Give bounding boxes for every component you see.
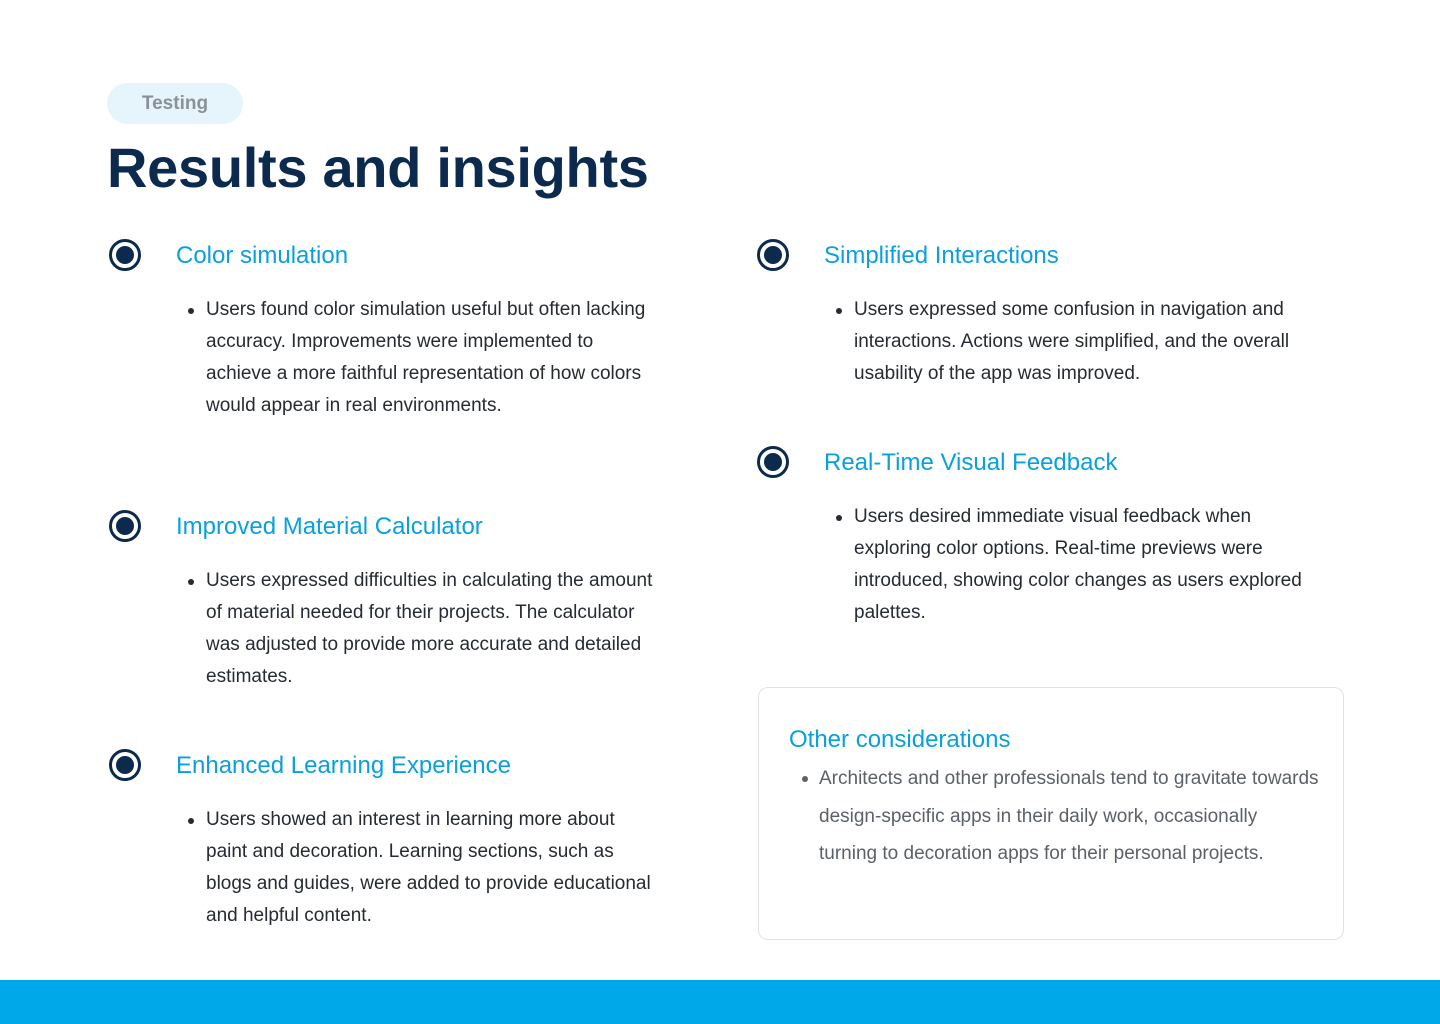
other-considerations-title: Other considerations <box>789 726 1011 753</box>
radio-bullet-icon <box>757 239 789 271</box>
insight-list <box>206 804 661 932</box>
insight-title: Simplified Interactions <box>824 242 1059 269</box>
radio-bullet-icon <box>109 510 141 542</box>
radio-bullet-icon <box>109 239 141 271</box>
insight-text: Users found color simulation useful but often lacking accuracy. Improvements were implemented to achieve a more faithful representation of how colors would appear in real environments. <box>206 294 661 422</box>
other-considerations-card <box>758 687 1344 940</box>
insight-list <box>206 294 661 422</box>
insight-title: Color simulation <box>176 242 349 269</box>
insight-list <box>854 294 1309 390</box>
radio-bullet-icon <box>757 446 789 478</box>
other-considerations-text: Architects and other professionals tend to gravitate towards design-specific apps in their daily work, occasionally turning to decoration apps for their personal projects. <box>819 760 1319 873</box>
page-title: Results and insights <box>107 136 649 199</box>
radio-bullet-icon <box>109 749 141 781</box>
section-tag: Testing <box>107 83 243 124</box>
insight-title: Real-Time Visual Feedback <box>824 449 1118 476</box>
insight-text: Users expressed difficulties in calculating the amount of material needed for their projects. The calculator was adjusted to provide more accurate and detailed estimates. <box>206 565 661 693</box>
insight-list <box>206 565 661 693</box>
other-considerations-list <box>819 760 1319 873</box>
insight-title: Enhanced Learning Experience <box>176 752 511 779</box>
footer-bar <box>0 980 1440 1024</box>
insight-text: Users desired immediate visual feedback when exploring color options. Real-time previews were introduced, showing color changes as users explored palettes. <box>854 501 1309 629</box>
insight-title: Improved Material Calculator <box>176 513 483 540</box>
insight-text: Users expressed some confusion in navigation and interactions. Actions were simplified, and the overall usability of the app was improved. <box>854 294 1309 390</box>
insight-text: Users showed an interest in learning more about paint and decoration. Learning sections, such as blogs and guides, were added to provide educational and helpful content. <box>206 804 661 932</box>
insight-list <box>854 501 1309 629</box>
